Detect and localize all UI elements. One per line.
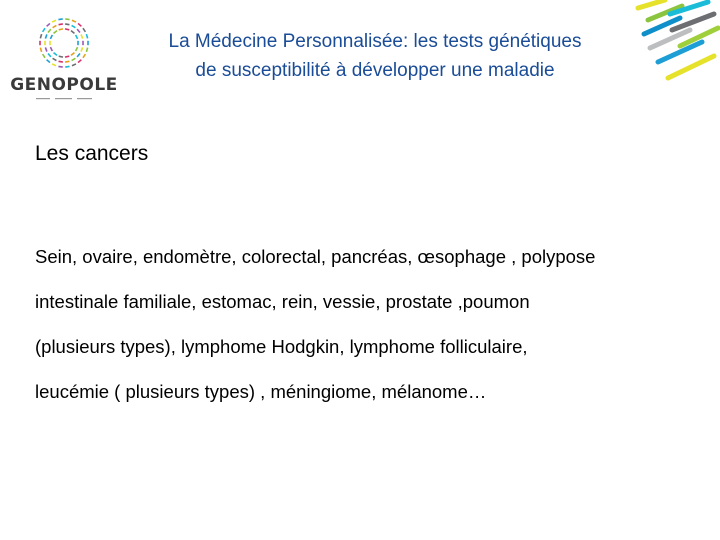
body-line-2: intestinale familiale, estomac, rein, vessie, prostate ,poumon <box>35 291 530 312</box>
slide-title <box>110 27 640 85</box>
cancer-list-paragraph <box>35 234 715 414</box>
genopole-emblem-icon <box>37 16 91 70</box>
logo-wordmark: GENOPOLE <box>10 75 118 95</box>
slide-title-line-1: La Médecine Personnalisée: les tests génétiques <box>168 31 582 52</box>
body-line-4: leucémie ( plusieurs types) , méningiome, mélanome… <box>35 381 487 402</box>
stripe-1 <box>638 0 665 8</box>
section-heading: Les cancers <box>35 142 149 165</box>
logo-tagline-graphic <box>34 96 94 101</box>
stripe-9 <box>668 56 714 78</box>
genopole-logo <box>8 12 120 104</box>
body-line-3: (plusieurs types), lymphome Hodgkin, lymphome folliculaire, <box>35 336 528 357</box>
body-line-1: Sein, ovaire, endomètre, colorectal, pancréas, œsophage , polypose <box>35 246 596 267</box>
slide-title-line-2: de susceptibilité à développer une maladie <box>195 60 555 81</box>
